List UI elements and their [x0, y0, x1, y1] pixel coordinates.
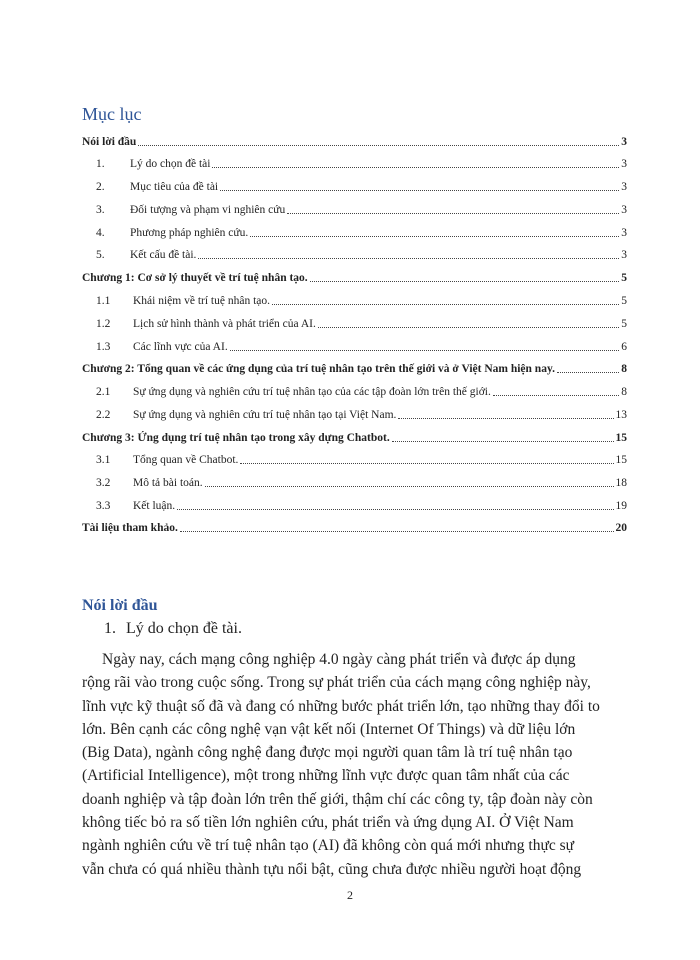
paragraph-line: (Artificial Intelligence), một trong những lĩnh vực được quan tâm nhất của các	[82, 767, 570, 785]
toc-entry[interactable]	[82, 290, 627, 308]
toc-dot-leader	[318, 327, 619, 328]
toc-entry-number: 3.1	[96, 454, 111, 466]
toc-entry-number: 4.	[96, 227, 105, 239]
toc-entry-label: Tổng quan về Chatbot.	[133, 454, 239, 466]
paragraph-line: doanh nghiệp và tập đoàn lớn trên thế giới, thậm chí các công ty, tập đoàn này còn	[82, 790, 593, 808]
toc-entry-label: Kết luận.	[133, 500, 176, 512]
toc-entry-page: 3	[621, 204, 627, 216]
toc-entry-page: 6	[621, 341, 627, 353]
toc-entry-label: Sự ứng dụng và nghiên cứu trí tuệ nhân tạo của các tập đoàn lớn trên thế giới.	[133, 386, 491, 398]
toc-entry-number: 2.	[96, 181, 105, 193]
section-heading: Nói lời đầu	[82, 597, 158, 614]
toc-entry[interactable]	[82, 427, 627, 445]
toc-entry[interactable]	[82, 517, 627, 535]
toc-entry-number: 1.3	[96, 341, 111, 353]
toc-entry-page: 15	[615, 454, 627, 466]
toc-entry[interactable]	[82, 176, 627, 194]
paragraph-line: Ngày nay, cách mạng công nghiệp 4.0 ngày càng phát triển và được áp dụng	[102, 651, 576, 668]
toc-entry-page: 8	[621, 363, 627, 375]
toc-dot-leader	[138, 145, 619, 146]
toc-dot-leader	[250, 236, 619, 237]
toc-entry-label: Khái niệm về trí tuệ nhân tạo.	[133, 295, 271, 307]
toc-dot-leader	[230, 350, 620, 351]
toc-entry-label: Sự ứng dụng và nghiên cứu trí tuệ nhân tạo tại Việt Nam.	[133, 409, 397, 421]
toc-entry-page: 3	[621, 249, 627, 261]
toc-entry-number: 1.1	[96, 295, 111, 307]
paragraph-line: vẫn chưa có quá nhiều thành tựu nổi bật, cũng chưa được nhiều người hoạt động	[82, 860, 582, 878]
toc-dot-leader	[310, 281, 620, 282]
toc-dot-leader	[205, 486, 614, 487]
toc-entry-number: 1.2	[96, 318, 111, 330]
toc-entry-page: 20	[615, 522, 627, 534]
toc-entry-label: Kết cấu đề tài.	[130, 249, 197, 261]
subheading-text: Lý do chọn đề tài.	[126, 620, 242, 637]
toc-dot-leader	[392, 441, 614, 442]
toc-entry-page: 13	[615, 409, 627, 421]
toc-entry[interactable]	[82, 267, 627, 285]
toc-entry-label: Nói lời đầu	[82, 136, 137, 148]
toc-entry[interactable]	[82, 131, 627, 149]
page-number: 2	[347, 888, 353, 902]
toc-entry-page: 3	[621, 181, 627, 193]
toc-entry-label: Chương 1: Cơ sở lý thuyết về trí tuệ nhân tạo.	[82, 272, 308, 284]
toc-entry-page: 3	[621, 227, 627, 239]
toc-entry-label: Lịch sử hình thành và phát triển của AI.	[133, 318, 316, 330]
body-paragraph	[82, 648, 630, 881]
toc-dot-leader	[398, 418, 613, 419]
toc-entry-number: 3.	[96, 204, 105, 216]
toc-entry-number: 2.2	[96, 409, 111, 421]
toc-entry[interactable]	[82, 472, 627, 490]
toc-entry-label: Các lĩnh vực của AI.	[133, 341, 228, 353]
toc-entry-label: Phương pháp nghiên cứu.	[130, 227, 249, 239]
toc-entry-number: 2.1	[96, 386, 111, 398]
toc-dot-leader	[272, 304, 619, 305]
toc-entry-label: Mục tiêu của đề tài	[130, 181, 219, 193]
paragraph-line: không tiếc bỏ ra số tiền lớn nghiên cứu, phát triển và ứng dụng AI. Ở Việt Nam	[82, 814, 574, 832]
toc-entry-label: Lý do chọn đề tài	[130, 158, 211, 170]
toc-dot-leader	[493, 395, 619, 396]
toc-entry-page: 15	[615, 432, 627, 444]
toc-entry[interactable]	[82, 381, 627, 399]
toc-entry-label: Chương 3: Ứng dụng trí tuệ nhân tạo trong xây dựng Chatbot.	[82, 432, 390, 444]
toc-entry-number: 3.2	[96, 477, 111, 489]
toc-entry[interactable]	[82, 222, 627, 240]
toc-entry-page: 3	[621, 136, 627, 148]
toc-entry-number: 1.	[96, 158, 105, 170]
toc-entry-number: 5.	[96, 249, 105, 261]
toc-entry-label: Đối tượng và phạm vi nghiên cứu	[130, 204, 286, 216]
toc-entry-page: 8	[621, 386, 627, 398]
toc-entry-number: 3.3	[96, 500, 111, 512]
toc-entry[interactable]	[82, 244, 627, 262]
toc-entry[interactable]	[82, 404, 627, 422]
toc-entry-page: 5	[621, 272, 627, 284]
toc-dot-leader	[180, 531, 614, 532]
toc-entry[interactable]	[82, 358, 627, 376]
toc-dot-leader	[212, 167, 619, 168]
toc-title: Mục lục	[82, 104, 142, 124]
paragraph-line: lĩnh vực kỹ thuật số đã và đang có những bước phát triển lớn, tạo những thay đổi to	[82, 697, 600, 715]
toc-entry-page: 5	[621, 295, 627, 307]
toc-dot-leader	[557, 372, 619, 373]
paragraph-line: ngành nghiên cứu về trí tuệ nhân tạo (AI) đã không còn quá mới nhưng thực sự	[82, 837, 575, 855]
toc-entry-label: Chương 2: Tổng quan về các ứng dụng của trí tuệ nhân tạo trên thế giới và ở Việt Nam hiện nay.	[82, 363, 555, 375]
toc-entry-page: 18	[615, 477, 627, 489]
toc-entry[interactable]	[82, 153, 627, 171]
toc-dot-leader	[177, 509, 613, 510]
paragraph-line: rộng rãi vào trong cuộc sống. Trong sự phát triển của cách mạng công nghiệp này,	[82, 674, 591, 692]
toc-entry[interactable]	[82, 495, 627, 513]
toc-entry-page: 5	[621, 318, 627, 330]
toc-dot-leader	[240, 463, 613, 464]
toc-entry-page: 3	[621, 158, 627, 170]
toc-dot-leader	[198, 258, 619, 259]
toc-entry-label: Mô tả bài toán.	[133, 477, 203, 489]
paragraph-line: (Big Data), ngành công nghệ đang được mọi người quan tâm là trí tuệ nhân tạo	[82, 744, 573, 762]
toc-entry[interactable]	[82, 336, 627, 354]
toc-entry[interactable]	[82, 313, 627, 331]
toc-entry-page: 19	[615, 500, 627, 512]
paragraph-line: lớn. Bên cạnh các công nghệ vạn vật kết nối (Internet Of Things) và dữ liệu lớn	[82, 720, 576, 738]
toc-entry[interactable]	[82, 449, 627, 467]
toc-dot-leader	[220, 190, 619, 191]
toc-entry-label: Tài liệu tham khảo.	[82, 522, 178, 534]
subheading-number: 1.	[104, 620, 116, 637]
toc-dot-leader	[287, 213, 619, 214]
toc-entry[interactable]	[82, 199, 627, 217]
subheading	[104, 620, 242, 638]
